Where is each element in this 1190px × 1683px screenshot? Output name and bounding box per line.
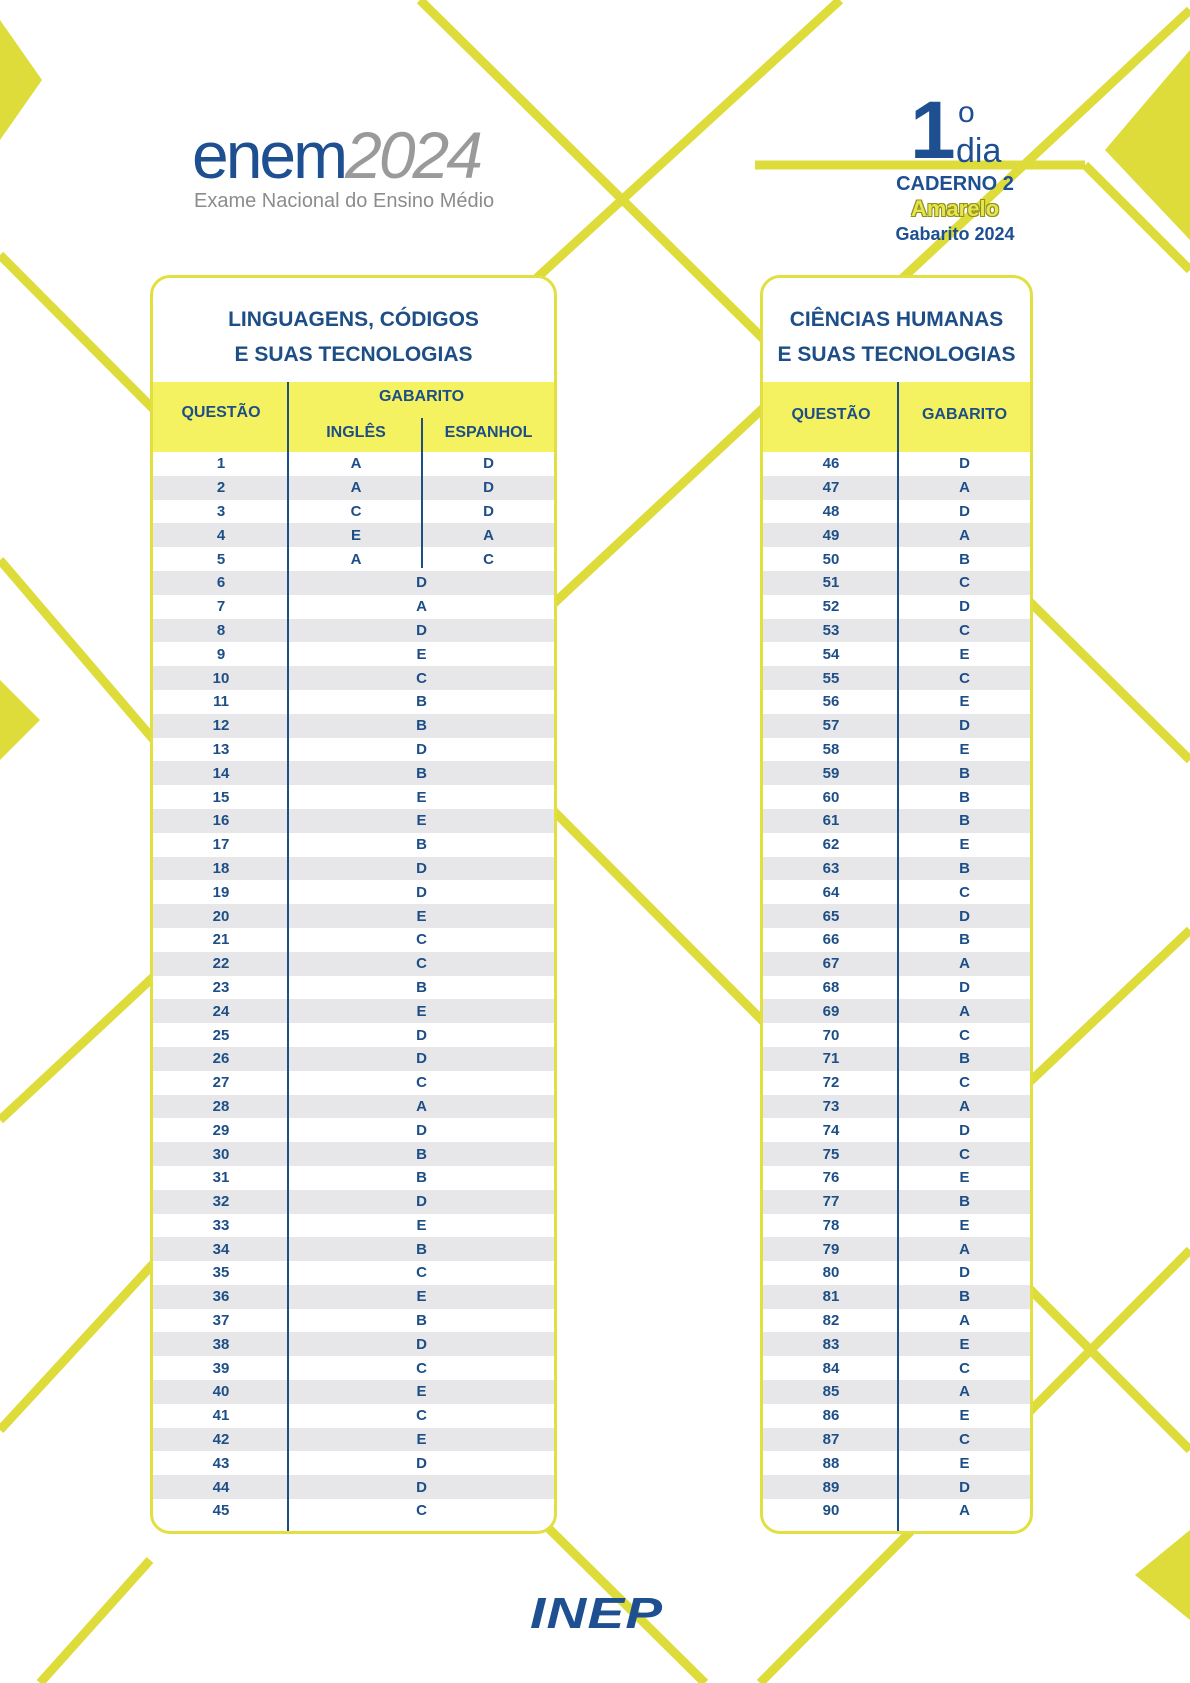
header-answer: GABARITO	[378, 388, 465, 405]
answer-letter: C	[416, 1074, 427, 1092]
answer-letter: D	[416, 621, 427, 639]
answer-letter: D	[416, 1050, 427, 1068]
question-number: 67	[822, 955, 840, 973]
question-number: 41	[212, 1407, 230, 1425]
header-question: QUESTÃO	[181, 404, 261, 421]
question-number: 37	[212, 1312, 230, 1330]
table-row	[153, 1214, 554, 1238]
table-row	[153, 1166, 554, 1190]
question-number: 3	[216, 502, 226, 520]
answer-letter: C	[959, 621, 970, 639]
table-row	[153, 1261, 554, 1285]
section-title-line1: LINGUAGENS, CÓDIGOS	[228, 308, 479, 331]
question-number: 85	[822, 1383, 840, 1401]
question-number: 8	[216, 621, 226, 639]
question-number: 30	[212, 1145, 230, 1163]
question-number: 34	[212, 1240, 230, 1258]
question-number: 39	[212, 1359, 230, 1377]
table-row	[153, 738, 554, 762]
answer-letter: E	[416, 645, 427, 663]
question-number: 54	[822, 645, 840, 663]
question-number: 50	[822, 550, 840, 568]
english-answer: A	[350, 479, 362, 497]
answer-letter: B	[959, 859, 970, 877]
table-row	[153, 928, 554, 952]
answer-letter: A	[959, 1002, 970, 1020]
question-number: 48	[822, 502, 840, 520]
english-answer: A	[350, 455, 362, 473]
answer-letter: B	[416, 1312, 427, 1330]
table-row	[153, 619, 554, 643]
question-number: 25	[212, 1026, 230, 1044]
table-row	[153, 761, 554, 785]
question-number: 10	[212, 669, 230, 687]
spanish-answer: D	[483, 455, 494, 473]
table-row	[153, 976, 554, 1000]
question-number: 23	[212, 978, 230, 996]
logo-subtitle: Exame Nacional do Ensino Médio	[194, 190, 495, 212]
section-title	[153, 278, 554, 382]
answer-letter: E	[959, 1454, 970, 1472]
answer-letter: D	[416, 1193, 427, 1211]
answer-letter: C	[416, 1502, 427, 1520]
table-row	[153, 952, 554, 976]
answer-letter: C	[959, 574, 970, 592]
question-number: 61	[822, 812, 840, 830]
question-number: 22	[212, 955, 230, 973]
answer-letter: C	[959, 669, 970, 687]
table-row	[153, 1451, 554, 1475]
question-number: 35	[212, 1264, 230, 1282]
answer-letter: C	[959, 1359, 970, 1377]
answer-letter: C	[959, 1145, 970, 1163]
question-number: 7	[216, 598, 226, 616]
table-row	[153, 523, 554, 547]
question-number: 69	[822, 1002, 840, 1020]
table-row	[153, 904, 554, 928]
spanish-answer: D	[483, 502, 494, 520]
question-number: 83	[822, 1335, 840, 1353]
column-divider	[897, 382, 899, 1532]
answer-letter: D	[416, 1026, 427, 1044]
answer-letter: D	[959, 598, 970, 616]
question-number: 88	[822, 1454, 840, 1472]
answer-letter: D	[959, 502, 970, 520]
answer-letter: B	[416, 1169, 427, 1187]
answer-letter: D	[959, 717, 970, 735]
answer-letter: E	[959, 836, 970, 854]
table-header	[153, 382, 554, 452]
column-divider	[287, 382, 289, 1534]
question-number: 24	[212, 1002, 230, 1020]
question-number: 19	[212, 883, 230, 901]
answer-letter: D	[959, 907, 970, 925]
table-row	[153, 571, 554, 595]
answer-letter: B	[416, 717, 427, 735]
answer-letter: B	[416, 693, 427, 711]
question-number: 87	[822, 1431, 840, 1449]
table-row	[153, 452, 554, 476]
answer-letter: C	[416, 669, 427, 687]
question-number: 74	[822, 1121, 840, 1139]
answer-letter: C	[959, 1026, 970, 1044]
question-number: 31	[212, 1169, 230, 1187]
day-number: 1	[910, 85, 956, 176]
answer-letter: D	[959, 1121, 970, 1139]
answer-letter: E	[416, 1383, 427, 1401]
table-row	[153, 714, 554, 738]
answer-letter: E	[416, 812, 427, 830]
question-number: 84	[822, 1359, 840, 1377]
answer-letter: D	[959, 455, 970, 473]
question-number: 44	[212, 1478, 230, 1496]
table-row	[153, 666, 554, 690]
table-row	[153, 1380, 554, 1404]
question-number: 40	[212, 1383, 230, 1401]
answer-letter: C	[416, 955, 427, 973]
answer-letter: D	[416, 1478, 427, 1496]
table-row	[153, 1356, 554, 1380]
answer-letter: D	[416, 859, 427, 877]
answer-letter: A	[959, 1502, 970, 1520]
question-number: 1	[216, 455, 226, 473]
question-number: 65	[822, 907, 840, 925]
answer-letter: D	[416, 883, 427, 901]
table-row	[153, 1499, 554, 1523]
answer-letter: B	[416, 836, 427, 854]
answer-letter: A	[959, 479, 970, 497]
question-number: 16	[212, 812, 230, 830]
enem-logo	[192, 118, 495, 213]
question-number: 81	[822, 1288, 840, 1306]
answer-letter: B	[959, 812, 970, 830]
answer-letter: E	[416, 1431, 427, 1449]
answer-letter: C	[416, 1264, 427, 1282]
question-number: 46	[822, 455, 840, 473]
question-number: 27	[212, 1074, 230, 1092]
table-row	[153, 1404, 554, 1428]
day-info	[880, 85, 1030, 246]
answer-letter: B	[959, 1193, 970, 1211]
question-number: 33	[212, 1216, 230, 1234]
answer-letter: A	[416, 598, 427, 616]
table-row	[153, 547, 554, 571]
answer-letter: B	[959, 788, 970, 806]
question-number: 15	[212, 788, 230, 806]
question-number: 58	[822, 740, 840, 758]
enem-wordmark: enem	[192, 118, 346, 192]
table-row	[153, 857, 554, 881]
question-number: 82	[822, 1312, 840, 1330]
table-row	[153, 690, 554, 714]
answer-letter: A	[959, 1240, 970, 1258]
answer-letter: B	[959, 550, 970, 568]
answer-letter: B	[416, 1240, 427, 1258]
question-number: 78	[822, 1216, 840, 1234]
languages-answer-card	[150, 275, 557, 1534]
table-row	[153, 1309, 554, 1333]
question-number: 56	[822, 693, 840, 711]
table-row	[153, 880, 554, 904]
table-row	[153, 642, 554, 666]
question-number: 72	[822, 1074, 840, 1092]
booklet-label: CADERNO 2	[896, 173, 1014, 195]
answer-letter: E	[959, 1335, 970, 1353]
answer-letter: A	[416, 1097, 427, 1115]
table-row	[153, 1428, 554, 1452]
answer-letter: B	[416, 1145, 427, 1163]
table-row	[153, 1118, 554, 1142]
answer-letter: B	[416, 764, 427, 782]
header-answer: GABARITO	[921, 406, 1008, 423]
question-number: 77	[822, 1193, 840, 1211]
table-row	[153, 809, 554, 833]
answer-letter: B	[959, 1288, 970, 1306]
question-number: 43	[212, 1454, 230, 1472]
english-answer: C	[350, 502, 362, 520]
question-number: 62	[822, 836, 840, 854]
answer-letter: B	[959, 764, 970, 782]
question-number: 63	[822, 859, 840, 877]
question-number: 51	[822, 574, 840, 592]
question-number: 12	[212, 717, 230, 735]
table-row	[153, 595, 554, 619]
question-number: 79	[822, 1240, 840, 1258]
question-number: 53	[822, 621, 840, 639]
answer-letter: D	[416, 1454, 427, 1472]
english-answer: A	[350, 550, 362, 568]
answer-letter: C	[959, 883, 970, 901]
question-number: 14	[212, 764, 230, 782]
answer-letter: E	[416, 788, 427, 806]
spanish-answer: C	[483, 550, 494, 568]
language-divider	[421, 418, 423, 568]
question-number: 4	[216, 526, 226, 544]
answer-letter: D	[959, 1264, 970, 1282]
table-row	[153, 500, 554, 524]
answer-letter: A	[959, 1383, 970, 1401]
humanities-answer-card	[760, 275, 1033, 1534]
answer-letter: E	[959, 1216, 970, 1234]
answer-letter: D	[959, 978, 970, 996]
table-row	[153, 1332, 554, 1356]
answer-letter: C	[416, 1359, 427, 1377]
question-number: 17	[212, 836, 230, 854]
question-number: 55	[822, 669, 840, 687]
answer-letter: E	[416, 1288, 427, 1306]
table-row	[153, 1190, 554, 1214]
question-number: 73	[822, 1097, 840, 1115]
answer-letter: D	[416, 1335, 427, 1353]
question-number: 75	[822, 1145, 840, 1163]
answer-letter: D	[416, 1121, 427, 1139]
table-row	[153, 999, 554, 1023]
answer-letter: B	[959, 931, 970, 949]
question-number: 29	[212, 1121, 230, 1139]
question-number: 90	[822, 1502, 840, 1520]
header-question: QUESTÃO	[791, 406, 871, 423]
english-answer: E	[350, 526, 361, 544]
question-number: 21	[212, 931, 230, 949]
booklet-color: Amarelo	[910, 196, 1000, 221]
answer-letter: E	[416, 907, 427, 925]
question-number: 52	[822, 598, 840, 616]
header-english: INGLÊS	[326, 424, 386, 441]
answer-letter: E	[959, 1407, 970, 1425]
answer-letter: E	[959, 740, 970, 758]
answer-letter: C	[416, 1407, 427, 1425]
answer-letter: A	[959, 955, 970, 973]
section-title-line2: E SUAS TECNOLOGIAS	[777, 343, 1016, 366]
question-number: 2	[216, 479, 226, 497]
question-number: 26	[212, 1050, 230, 1068]
question-number: 45	[212, 1502, 230, 1520]
spanish-answer: D	[483, 479, 494, 497]
answer-letter: E	[416, 1002, 427, 1020]
question-number: 71	[822, 1050, 840, 1068]
answer-letter: E	[959, 693, 970, 711]
answer-key-label: Gabarito 2024	[895, 224, 1015, 244]
section-title-line2: E SUAS TECNOLOGIAS	[234, 343, 473, 366]
question-number: 32	[212, 1193, 230, 1211]
question-number: 76	[822, 1169, 840, 1187]
table-row	[153, 476, 554, 500]
question-number: 13	[212, 740, 230, 758]
table-row	[153, 1285, 554, 1309]
table-row	[153, 1142, 554, 1166]
answer-letter: D	[416, 740, 427, 758]
section-title-line1: CIÊNCIAS HUMANAS	[789, 308, 1004, 331]
section-title	[763, 278, 1030, 382]
answer-letter: D	[959, 1478, 970, 1496]
question-number: 6	[216, 574, 226, 592]
question-number: 86	[822, 1407, 840, 1425]
question-number: 11	[213, 693, 229, 711]
enem-year: 2024	[345, 118, 480, 192]
day-ordinal: o	[958, 96, 975, 129]
question-number: 59	[822, 764, 840, 782]
table-row	[153, 785, 554, 809]
table-row	[153, 1095, 554, 1119]
question-number: 18	[212, 859, 230, 877]
answer-letter: E	[416, 1216, 427, 1234]
table-row	[153, 1475, 554, 1499]
question-number: 20	[212, 907, 230, 925]
question-number: 66	[822, 931, 840, 949]
answer-letter: E	[959, 645, 970, 663]
table-row	[153, 1071, 554, 1095]
table-row	[153, 833, 554, 857]
question-number: 38	[212, 1335, 230, 1353]
question-number: 89	[822, 1478, 840, 1496]
answer-letter: B	[959, 1050, 970, 1068]
table-row	[153, 1047, 554, 1071]
question-number: 70	[822, 1026, 840, 1044]
spanish-answer: A	[483, 526, 494, 544]
answer-letter: E	[959, 1169, 970, 1187]
question-number: 28	[212, 1097, 230, 1115]
day-label: dia	[956, 132, 1002, 170]
answer-letter: A	[959, 526, 970, 544]
table-row	[153, 1237, 554, 1261]
answer-table-body	[153, 452, 554, 1523]
question-number: 60	[822, 788, 840, 806]
header-spanish: ESPANHOL	[444, 424, 533, 441]
question-number: 64	[822, 883, 840, 901]
answer-letter: C	[416, 931, 427, 949]
question-number: 9	[216, 645, 226, 663]
question-number: 47	[822, 479, 840, 497]
inep-logo: INEP	[530, 1589, 664, 1638]
answer-letter: A	[959, 1312, 970, 1330]
question-number: 80	[822, 1264, 840, 1282]
answer-letter: D	[416, 574, 427, 592]
table-row	[153, 1023, 554, 1047]
answer-letter: A	[959, 1097, 970, 1115]
answer-letter: B	[416, 978, 427, 996]
question-number: 49	[822, 526, 840, 544]
question-number: 42	[212, 1431, 230, 1449]
answer-letter: C	[959, 1431, 970, 1449]
answer-letter: C	[959, 1074, 970, 1092]
question-number: 68	[822, 978, 840, 996]
question-number: 57	[822, 717, 840, 735]
question-number: 36	[212, 1288, 230, 1306]
question-number: 5	[216, 550, 226, 568]
